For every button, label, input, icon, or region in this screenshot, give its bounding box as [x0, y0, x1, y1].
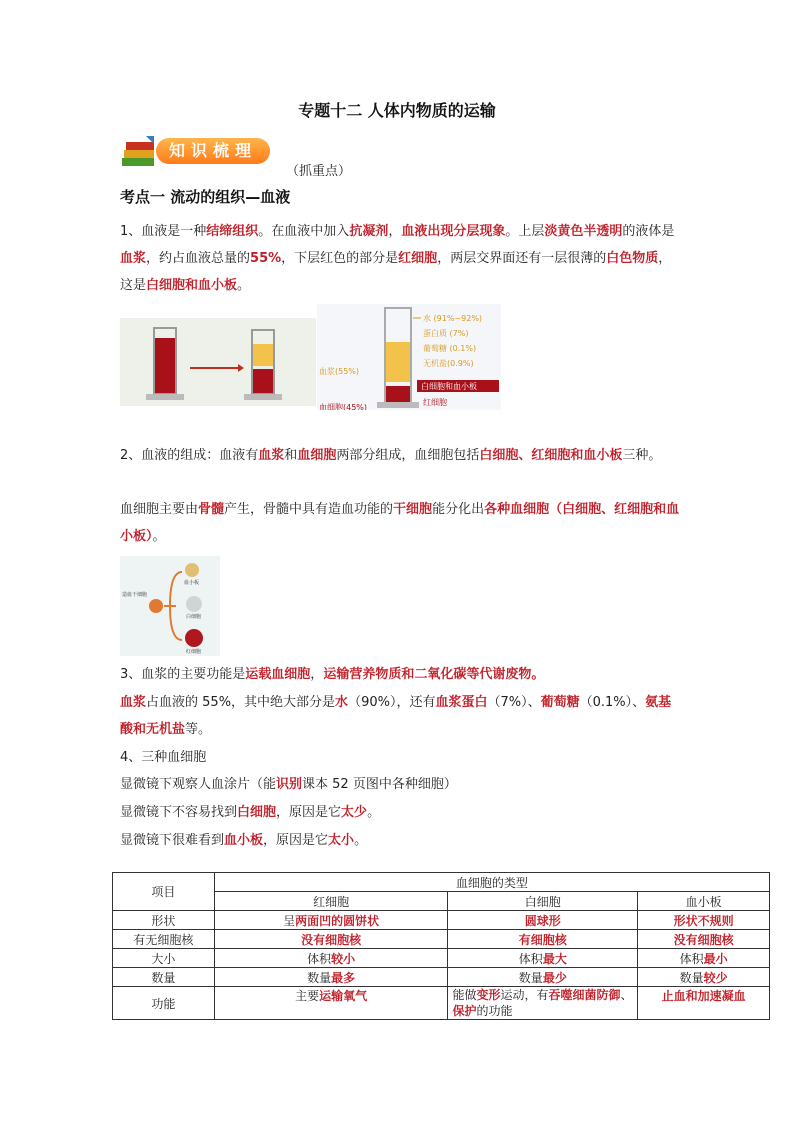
highlight-text: 最少	[542, 970, 567, 985]
label-plasma: 血浆(55%)	[319, 367, 360, 376]
sub-note: （抓重点）	[286, 164, 352, 179]
body-text: 显微镜下很难看到	[120, 833, 225, 848]
body-text: 。上层	[505, 224, 545, 239]
body-text: 能分化出	[432, 502, 485, 517]
highlight-text: 形状不规则	[673, 913, 734, 928]
highlight-text: 结缔组织	[206, 224, 259, 239]
highlight-text: 血浆	[120, 695, 147, 710]
highlight-text: 太少	[341, 805, 368, 820]
books-icon	[120, 132, 160, 172]
body-text: 能做	[452, 988, 477, 1002]
body-text: 。在血液中加入	[258, 224, 350, 239]
highlight-text: 没有细胞核	[301, 932, 362, 947]
highlight-text: 两面凹的圆饼状	[295, 913, 380, 928]
highlight-text: 最多	[331, 970, 356, 985]
body-text: 呈	[283, 913, 296, 928]
body-text: 等。	[185, 722, 212, 737]
body-text: 两部分组成，血细胞包括	[336, 448, 480, 463]
body-text: 。	[367, 805, 381, 820]
paragraph-9	[120, 827, 680, 854]
body-text: 课本 52 页图中各种细胞）	[302, 777, 457, 792]
body-text: 主要	[295, 989, 320, 1003]
body-text: 和	[284, 448, 298, 463]
body-text: 体积	[679, 951, 704, 966]
row-label: 有无细胞核	[113, 930, 215, 949]
highlight-text: 骨髓	[198, 502, 225, 517]
highlight-text: 氨基酸和无机盐	[120, 695, 672, 737]
table-row	[113, 968, 770, 987]
body-text: 。	[354, 833, 368, 848]
highlight-text: 血小板	[224, 833, 264, 848]
body-text: 4、三种血细胞	[120, 750, 207, 765]
section-heading: 考点一 流动的组织—血液	[120, 188, 291, 206]
highlight-text: 血细胞	[297, 448, 337, 463]
body-text: ，约占血液总量的	[146, 251, 251, 266]
cell-wbc	[448, 987, 638, 1020]
highlight-text: 没有细胞核	[673, 932, 734, 947]
highlight-text: 保护	[452, 1004, 477, 1018]
badge-label: 知识梳理	[156, 138, 270, 164]
highlight-text: 水	[335, 695, 349, 710]
table-row	[113, 949, 770, 968]
row-label: 功能	[113, 987, 215, 1020]
body-text: ，原因是它	[263, 833, 329, 848]
highlight-text: 运输营养物质和二氧化碳等代谢废物。	[323, 667, 545, 682]
table-row	[113, 911, 770, 930]
label-rbc-cell: 红细胞	[186, 649, 202, 655]
table-row	[113, 987, 770, 1020]
cell-plt	[638, 930, 770, 949]
highlight-text: 白细胞	[237, 805, 277, 820]
highlight-text: 血浆	[258, 448, 285, 463]
body-text: 。	[152, 529, 166, 544]
row-label: 数量	[113, 968, 215, 987]
label-water: 水 (91%~92%)	[423, 314, 483, 323]
paragraph-8	[120, 799, 680, 826]
label-glucose: 葡萄糖 (0.1%)	[423, 344, 477, 353]
table-header-row	[113, 873, 770, 892]
highlight-text: 白色物质	[606, 251, 659, 266]
highlight-text: 干细胞	[393, 502, 433, 517]
table-row	[113, 930, 770, 949]
label-cells: 血细胞(45%)	[319, 403, 368, 410]
body-text: 2、血液的组成：血液有	[120, 448, 259, 463]
cell-wbc	[448, 968, 638, 987]
highlight-text: 吞噬细菌防御	[548, 988, 621, 1002]
cell-plt	[638, 987, 770, 1020]
body-text: 运动，有	[500, 988, 549, 1002]
label-protein: 蛋白质 (7%)	[423, 329, 469, 338]
stem-cell-figure	[120, 556, 220, 656]
body-text: 1、血液是一种	[120, 224, 207, 239]
body-text: 。	[237, 278, 251, 293]
label-wbc-platelet: 白细胞和血小板	[421, 382, 477, 391]
header-item: 项目	[113, 873, 215, 911]
label-salt: 无机盐(0.9%)	[423, 359, 474, 368]
header-wbc: 白细胞	[448, 892, 638, 911]
paragraph-1	[120, 218, 680, 299]
body-text: 数量	[679, 970, 704, 985]
highlight-text: 运载血细胞	[245, 667, 311, 682]
highlight-text: 红细胞	[398, 251, 438, 266]
label-platelet: 血小板	[184, 580, 200, 586]
body-text: ，	[310, 667, 324, 682]
highlight-text: 止血和加速凝血	[661, 989, 746, 1003]
highlight-text: 最大	[542, 951, 567, 966]
highlight-text: 白细胞和血小板	[146, 278, 238, 293]
tube-separation-figure	[120, 318, 316, 406]
cell-plt	[638, 949, 770, 968]
paragraph-4	[120, 661, 680, 688]
highlight-text: 白细胞、红细胞和血小板	[479, 448, 623, 463]
body-text: ，	[388, 224, 402, 239]
cell-wbc	[448, 911, 638, 930]
body-text: 三种。	[622, 448, 662, 463]
knowledge-badge	[120, 132, 280, 172]
highlight-text: 血液出现分层现象	[401, 224, 506, 239]
row-label: 大小	[113, 949, 215, 968]
body-text: ，下层红色的部分是	[281, 251, 399, 266]
paragraph-7	[120, 771, 680, 798]
highlight-text: 太小	[328, 833, 355, 848]
label-stem-cell: 造血干细胞	[122, 592, 148, 598]
highlight-text: 圆球形	[524, 913, 561, 928]
highlight-text: 运输氧气	[319, 989, 368, 1003]
page-title: 专题十二 人体内物质的运输	[298, 101, 496, 120]
highlight-text: 识别	[276, 777, 303, 792]
body-text: ，这是	[120, 251, 672, 293]
cell-rbc	[214, 987, 448, 1020]
paragraph-3	[120, 496, 680, 550]
highlight-text: 最小	[703, 951, 728, 966]
cell-rbc	[214, 949, 448, 968]
body-text: 数量	[518, 970, 543, 985]
highlight-text: 较小	[331, 951, 356, 966]
cell-rbc	[214, 911, 448, 930]
label-wbc: 白细胞	[186, 614, 202, 620]
cell-rbc	[214, 930, 448, 949]
highlight-text: 55%	[250, 251, 282, 266]
highlight-text: 变形	[476, 988, 501, 1002]
highlight-text: 葡萄糖	[540, 695, 580, 710]
body-text: （7%）、	[487, 695, 541, 710]
highlight-text: 各种血细胞（白细胞、红细胞和血小板）	[120, 502, 680, 544]
highlight-text: 血浆	[120, 251, 147, 266]
blood-composition-figure	[317, 304, 501, 410]
cell-rbc	[214, 968, 448, 987]
header-type: 血细胞的类型	[214, 873, 769, 892]
body-text: 产生，骨髓中具有造血功能的	[224, 502, 394, 517]
body-text: 显微镜下观察人血涂片（能	[120, 777, 277, 792]
cell-wbc	[448, 949, 638, 968]
table-body	[113, 911, 770, 1020]
highlight-text: 较少	[703, 970, 728, 985]
row-label: 形状	[113, 911, 215, 930]
cell-plt	[638, 911, 770, 930]
body-text: 体积	[518, 951, 543, 966]
highlight-text: 有细胞核	[518, 932, 567, 947]
header-rbc: 红细胞	[214, 892, 448, 911]
highlight-text: 抗凝剂	[349, 224, 389, 239]
cell-plt	[638, 968, 770, 987]
body-text: 的液体是	[622, 224, 675, 239]
body-text: （0.1%）、	[579, 695, 646, 710]
body-text: 3、血浆的主要功能是	[120, 667, 246, 682]
body-text: （90%），还有	[348, 695, 436, 710]
body-text: 血细胞主要由	[120, 502, 199, 517]
body-text: ，两层交界面还有一层很薄的	[437, 251, 607, 266]
body-text: ，原因是它	[276, 805, 342, 820]
highlight-text: 淡黄色半透明	[544, 224, 623, 239]
body-text: 体积	[307, 951, 332, 966]
body-text: 占血液的 55%，其中绝大部分是	[146, 695, 336, 710]
paragraph-2	[120, 442, 680, 469]
label-rbc: 红细胞	[423, 398, 447, 407]
paragraph-5	[120, 689, 680, 743]
body-text: 的功能	[476, 1004, 513, 1018]
body-text: 、	[620, 988, 633, 1002]
cell-wbc	[448, 930, 638, 949]
highlight-text: 血浆蛋白	[435, 695, 488, 710]
body-text: 数量	[307, 970, 332, 985]
paragraph-6	[120, 744, 680, 771]
blood-cell-table	[112, 872, 770, 1020]
header-platelet: 血小板	[638, 892, 770, 911]
body-text: 显微镜下不容易找到	[120, 805, 238, 820]
